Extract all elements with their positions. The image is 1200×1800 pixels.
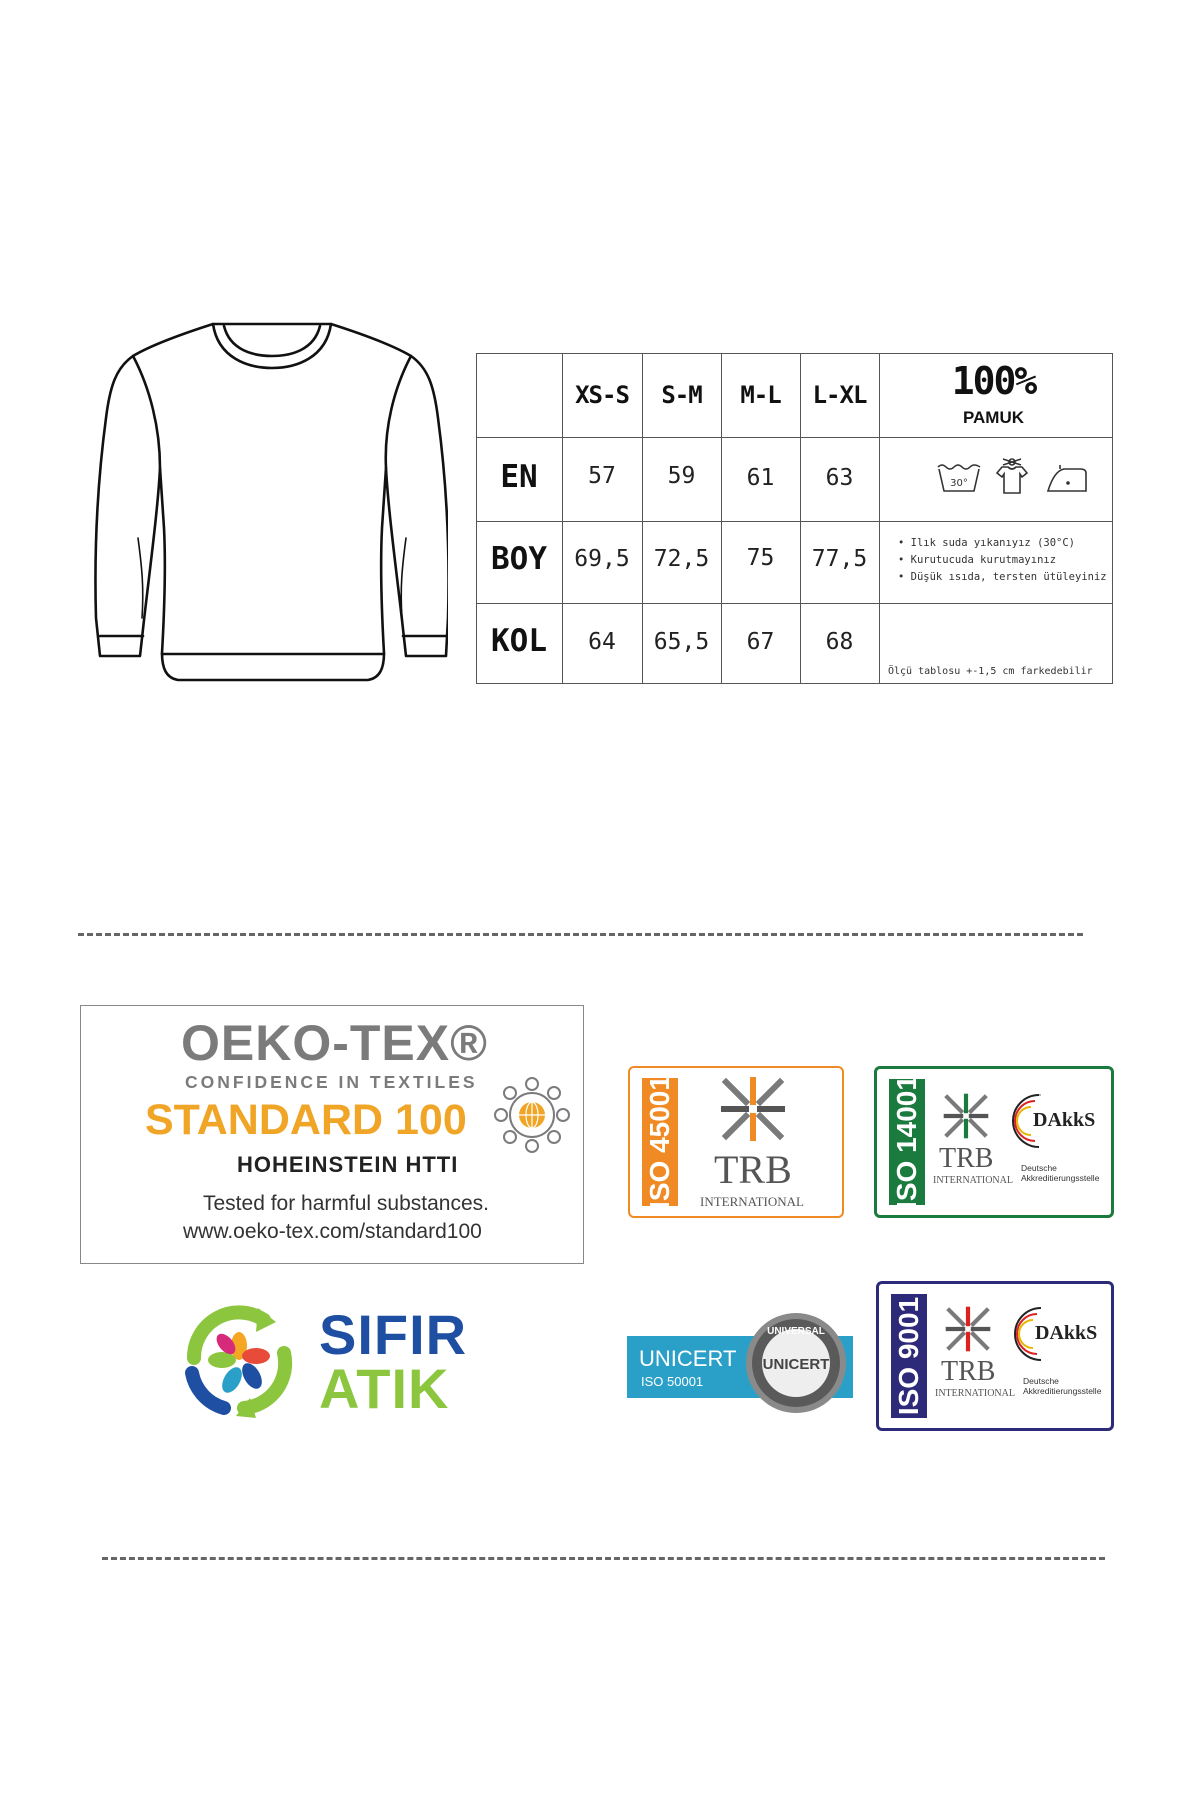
cell-en-m-l: 61 — [746, 465, 775, 491]
row-label-kol: KOL — [491, 623, 547, 659]
iso-14001-code: ISO 14001 — [891, 1075, 922, 1209]
iso-9001-badge — [876, 1281, 1114, 1431]
sifir-atik-logo — [164, 1288, 504, 1438]
unicert-title: UNICERT — [639, 1346, 737, 1371]
sifir-atik-line1: SIFIR — [319, 1303, 468, 1366]
oeko-tex-tested: Tested for harmful substances. — [203, 1192, 489, 1215]
dashed-separator-bottom — [102, 1557, 1105, 1560]
oeko-tex-institute: HOHEINSTEIN HTTI — [237, 1152, 459, 1177]
row-divider — [476, 603, 1113, 604]
cell-boy-l-xl: 77,5 — [811, 546, 868, 572]
sifir-atik-line2: ATIK — [319, 1357, 450, 1420]
iso-14001-accred-sub2: Akkreditierungsstelle — [1021, 1173, 1100, 1183]
iso-14001-sub: INTERNATIONAL — [933, 1175, 1013, 1186]
care-note-dry: • Kurutucuda kurutmayınız — [898, 554, 1057, 566]
no-tumble-dry-icon — [994, 457, 1030, 497]
oeko-tex-globe-icon — [491, 1074, 573, 1156]
sweatshirt-illustration — [88, 318, 448, 688]
iso-9001-accred-sub2: Akkreditierungsstelle — [1023, 1386, 1102, 1396]
cell-en-l-xl: 63 — [825, 465, 854, 491]
cell-kol-xs-s: 64 — [588, 629, 616, 655]
size-chart-table — [476, 353, 1113, 684]
oeko-tex-subtitle: CONFIDENCE IN TEXTILES — [185, 1072, 478, 1092]
cell-kol-l-xl: 68 — [825, 629, 854, 655]
iso-45001-code: ISO 45001 — [644, 1075, 675, 1209]
care-note-wash: • Ilık suda yıkanıyız (30°C) — [898, 537, 1076, 549]
unicert-seal-icon — [743, 1310, 849, 1416]
iso-9001-sub: INTERNATIONAL — [935, 1388, 1015, 1399]
oeko-tex-title: OEKO-TEX® — [181, 1015, 488, 1071]
material-name: PAMUK — [962, 408, 1025, 427]
care-note-iron: • Düşük ısıda, tersten ütüleyiniz — [898, 571, 1107, 583]
material-percent: 100% — [951, 359, 1036, 403]
iron-low-icon — [1044, 463, 1090, 495]
row-divider — [476, 521, 1113, 522]
wash-temp-label: 30° — [950, 478, 968, 489]
trb-logo-icon — [943, 1093, 989, 1139]
iso-45001-brand: TRB — [714, 1147, 792, 1192]
size-header-s-m: S-M — [661, 381, 702, 409]
size-header-l-xl: L-XL — [812, 381, 867, 409]
iso-14001-brand: TRB — [939, 1143, 994, 1174]
cell-en-xs-s: 57 — [588, 463, 616, 489]
cell-boy-m-l: 75 — [746, 545, 775, 571]
row-label-boy: BOY — [491, 541, 547, 577]
iso-9001-accred: DAkkS — [1035, 1322, 1098, 1344]
unicert-seal-mid: UNICERT — [762, 1356, 830, 1373]
cell-boy-xs-s: 69,5 — [574, 546, 630, 572]
cell-kol-m-l: 67 — [746, 629, 775, 655]
cell-kol-s-m: 65,5 — [653, 629, 710, 655]
iso-9001-code: ISO 9001 — [893, 1296, 924, 1416]
oeko-tex-label — [80, 1005, 584, 1264]
trb-logo-icon — [720, 1076, 786, 1142]
unicert-sub: ISO 50001 — [641, 1374, 704, 1389]
iso-14001-badge — [874, 1066, 1114, 1218]
cell-en-s-m: 59 — [667, 463, 696, 489]
iso-9001-accred-sub1: Deutsche — [1023, 1376, 1059, 1386]
row-divider — [476, 437, 1113, 438]
oeko-tex-standard: STANDARD 100 — [145, 1096, 467, 1144]
iso-45001-badge — [628, 1066, 844, 1218]
size-header-m-l: M-L — [740, 381, 781, 409]
tolerance-note: Ölçü tablosu +-1,5 cm farkedebilir — [888, 666, 1093, 677]
cell-boy-s-m: 72,5 — [653, 546, 710, 572]
dashed-separator-top — [78, 933, 1083, 936]
unicert-badge — [627, 1310, 853, 1416]
iso-14001-accred-sub1: Deutsche — [1021, 1163, 1057, 1173]
trb-logo-icon — [945, 1306, 991, 1352]
row-label-en: EN — [500, 459, 538, 495]
wash-30-icon — [936, 461, 982, 495]
recycle-flower-icon — [174, 1298, 304, 1428]
iso-45001-sub: INTERNATIONAL — [700, 1194, 804, 1209]
oeko-tex-url: www.oeko-tex.com/standard100 — [183, 1220, 482, 1243]
size-header-xs-s: XS-S — [575, 381, 629, 409]
iso-14001-accred: DAkkS — [1033, 1109, 1096, 1131]
iso-9001-brand: TRB — [941, 1356, 996, 1387]
unicert-seal-top: UNIVERSAL — [767, 1326, 825, 1337]
